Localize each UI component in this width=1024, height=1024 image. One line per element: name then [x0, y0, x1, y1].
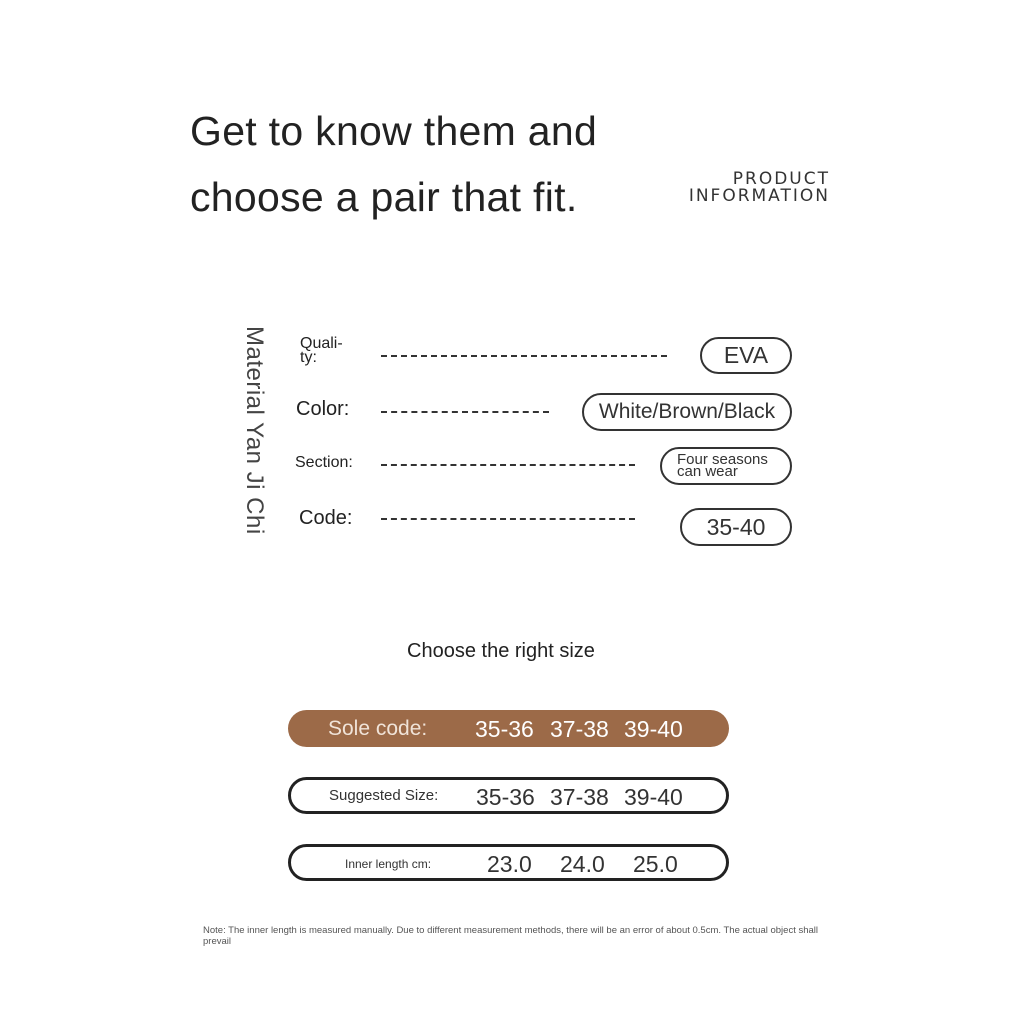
code-value-pill — [680, 508, 792, 546]
inner-length-value: 24.0 — [560, 851, 605, 877]
inner-length-bar — [288, 844, 729, 881]
sole-code-label: Sole code: — [328, 717, 428, 740]
section-dash-leader — [381, 464, 635, 466]
section-label: Section: — [295, 454, 353, 471]
quality-label-line-1: Quali- — [300, 335, 343, 352]
section-value-pill — [660, 447, 792, 485]
sole-code-bar — [288, 710, 729, 747]
quality-value-pill — [700, 337, 792, 374]
suggested-size-label: Suggested Size: — [329, 787, 439, 804]
size-section-title: Choose the right size — [407, 640, 595, 662]
code-value: 35-40 — [706, 513, 766, 540]
quality-value: EVA — [723, 342, 769, 368]
sole-code-value: 35-36 — [475, 716, 534, 742]
code-label: Code: — [299, 507, 353, 529]
section-value-line-1: Four seasons — [677, 451, 768, 468]
suggested-size-value: 35-36 — [476, 784, 535, 810]
inner-length-label: Inner length cm: — [345, 857, 432, 871]
color-value-pill — [582, 393, 792, 431]
color-value: White/Brown/Black — [598, 400, 776, 423]
suggested-size-value: 37-38 — [550, 784, 609, 810]
headline-line-1: Get to know them and — [190, 108, 598, 154]
inner-length-value: 25.0 — [633, 851, 678, 877]
color-label: Color: — [296, 398, 350, 420]
inner-length-value: 23.0 — [487, 851, 532, 877]
product-information-heading — [689, 171, 830, 205]
headline-line-2: choose a pair that fit. — [190, 174, 578, 220]
section-value-line-2: can wear — [677, 463, 738, 480]
material-vertical-text: Material Yan Ji Chi — [241, 326, 268, 535]
product-heading-line-2: INFORMATION — [688, 186, 830, 206]
quality-label — [300, 337, 343, 365]
quality-dash-leader — [381, 355, 667, 357]
color-dash-leader — [381, 411, 549, 413]
sole-code-value: 37-38 — [550, 716, 609, 742]
product-heading-line-1: PRODUCT — [732, 169, 830, 189]
suggested-size-value: 39-40 — [624, 784, 683, 810]
code-dash-leader — [381, 518, 635, 520]
headline — [190, 98, 597, 230]
measurement-note: Note: The inner length is measured manually. Due to different measurement methods, there will be an error of about 0.5cm. The actual object shall prevail — [203, 925, 819, 947]
sole-code-value: 39-40 — [624, 716, 683, 742]
quality-label-line-2: ty: — [300, 349, 317, 366]
suggested-size-bar — [288, 777, 729, 814]
